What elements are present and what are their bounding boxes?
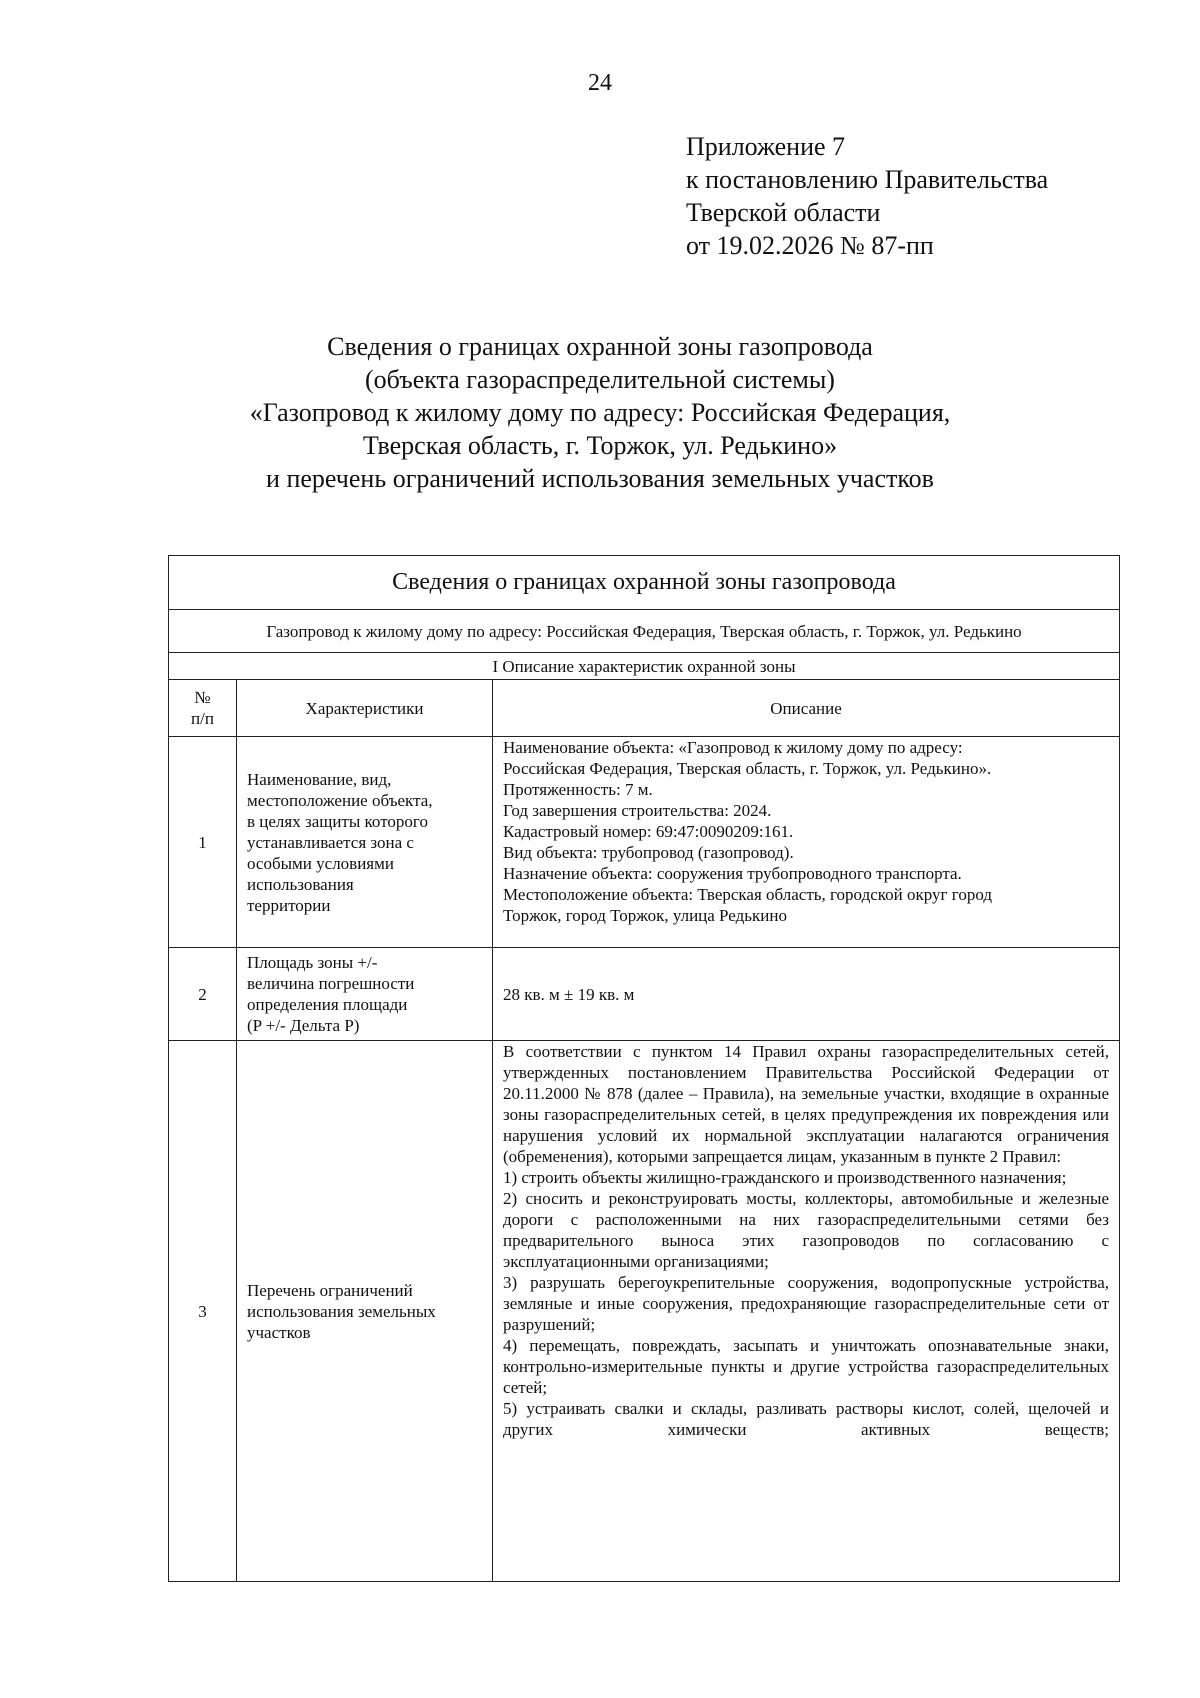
title-line: Сведения о границах охранной зоны газопровода — [327, 332, 873, 361]
description-line: Вид объекта: трубопровод (газопровод). — [503, 843, 794, 862]
table-row — [169, 737, 1120, 948]
object-name: Газопровод к жилому дому по адресу: Российская Федерация, Тверская область, г. Торжок, ул. Редькино — [169, 610, 1120, 653]
description-cell — [493, 1041, 1120, 1582]
description-line: Назначение объекта: сооружения трубопроводного транспорта. — [503, 864, 962, 883]
characteristic-line: в целях защиты которого — [247, 811, 428, 831]
protection-zone-table — [168, 555, 1120, 1582]
table-row — [169, 948, 1120, 1041]
object-name-row — [169, 610, 1120, 653]
row-number: 2 — [169, 948, 237, 1041]
title-line: «Газопровод к жилому дому по адресу: Российская Федерация, — [249, 398, 951, 427]
table-title-row — [169, 556, 1120, 610]
row-number: 3 — [169, 1041, 237, 1582]
document-title — [0, 330, 1200, 495]
table-main-title: Сведения о границах охранной зоны газопровода — [169, 556, 1120, 610]
characteristic-line: величина погрешности — [247, 974, 415, 993]
description-line: Год завершения строительства: 2024. — [503, 801, 772, 820]
header-num — [169, 680, 237, 737]
header-num-line1: № — [194, 688, 211, 707]
appendix-line: Приложение 7 — [686, 132, 846, 161]
characteristic-line: Перечень ограничений — [247, 1280, 413, 1300]
characteristic-line: участков — [247, 1322, 311, 1342]
description-cell — [493, 948, 1120, 1041]
appendix-line: Тверской области — [686, 198, 881, 227]
restriction-item: 2) сносить и реконструировать мосты, коллекторы, автомобильные и железные дороги с расположенными на них газораспределительными сетями без предварительного выноса этих газопроводов по согласованию с эксплуатационными организациями; — [503, 1189, 1109, 1271]
restriction-item: 5) устраивать свалки и склады, разливать растворы кислот, солей, щелочей и других химически активных веществ; — [503, 1399, 1109, 1439]
characteristic-line: территории — [247, 895, 331, 915]
characteristic-line: Наименование, вид, — [247, 769, 392, 789]
restrictions-intro: В соответствии с пунктом 14 Правил охраны газораспределительных сетей, утвержденных постановлением Правительства Российской Федерации от 20.11.2000 № 878 (далее – Правила), на земельные участки, входящие в охранные зоны газораспределительных сетей, в целях предупреждения их повреждения или нарушения условий их нормальной эксплуатации налагаются ограничения (обременения), которыми запрещается лицам, указанным в пункте 2 Правил: — [503, 1042, 1109, 1166]
description-line: Торжок, город Торжок, улица Редькино — [503, 906, 787, 925]
description-line: Кадастровый номер: 69:47:0090209:161. — [503, 822, 794, 841]
characteristic-line: особыми условиями — [247, 853, 394, 873]
page-number: 24 — [588, 70, 612, 96]
characteristic-line: местоположение объекта, — [247, 790, 433, 810]
characteristic-cell — [237, 948, 493, 1041]
title-line: и перечень ограничений использования земельных участков — [266, 464, 934, 493]
characteristic-line: (P +/- Дельта P) — [247, 1016, 360, 1035]
table-header-row — [169, 680, 1120, 737]
title-line: (объекта газораспределительной системы) — [365, 365, 835, 394]
description-line: Протяженность: 7 м. — [503, 780, 653, 799]
restriction-item: 3) разрушать берегоукрепительные сооружения, водопропускные устройства, земляные и иные сооружения, предохраняющие газораспределительные сети от разрушений; — [503, 1273, 1109, 1334]
row-number: 1 — [169, 737, 237, 948]
characteristic-line: устанавливается зона с — [247, 832, 414, 852]
characteristic-line: определения площади — [247, 995, 408, 1014]
title-line: Тверская область, г. Торжок, ул. Редькино» — [362, 431, 838, 460]
characteristic-cell — [237, 737, 493, 948]
appendix-block — [686, 130, 1048, 262]
restriction-item: 4) перемещать, повреждать, засыпать и уничтожать опознавательные знаки, контрольно-измерительные пункты и другие устройства газораспределительных сетей; — [503, 1336, 1109, 1397]
appendix-line: от 19.02.2026 № 87-пп — [686, 231, 934, 260]
description-line: Местоположение объекта: Тверская область, городской округ город — [503, 885, 992, 904]
header-characteristics: Характеристики — [237, 680, 493, 737]
characteristic-line: использования земельных — [247, 1301, 436, 1321]
description-line: Наименование объекта: «Газопровод к жилому дому по адресу: — [503, 738, 963, 757]
description-line: 28 кв. м ± 19 кв. м — [503, 984, 635, 1004]
characteristic-line: использования — [247, 874, 354, 894]
header-description: Описание — [493, 680, 1120, 737]
table-row — [169, 1041, 1120, 1582]
section-title: I Описание характеристик охранной зоны — [169, 653, 1120, 680]
section-row — [169, 653, 1120, 680]
appendix-line: к постановлению Правительства — [686, 165, 1049, 194]
restriction-item: 1) строить объекты жилищно-гражданского и производственного назначения; — [503, 1168, 1067, 1187]
characteristic-line: Площадь зоны +/- — [247, 953, 378, 972]
description-cell — [493, 737, 1120, 948]
restrictions-list — [503, 1041, 1109, 1440]
header-num-line2: п/п — [191, 709, 214, 728]
description-line: Российская Федерация, Тверская область, г. Торжок, ул. Редькино». — [503, 759, 992, 778]
characteristic-cell — [237, 1041, 493, 1582]
